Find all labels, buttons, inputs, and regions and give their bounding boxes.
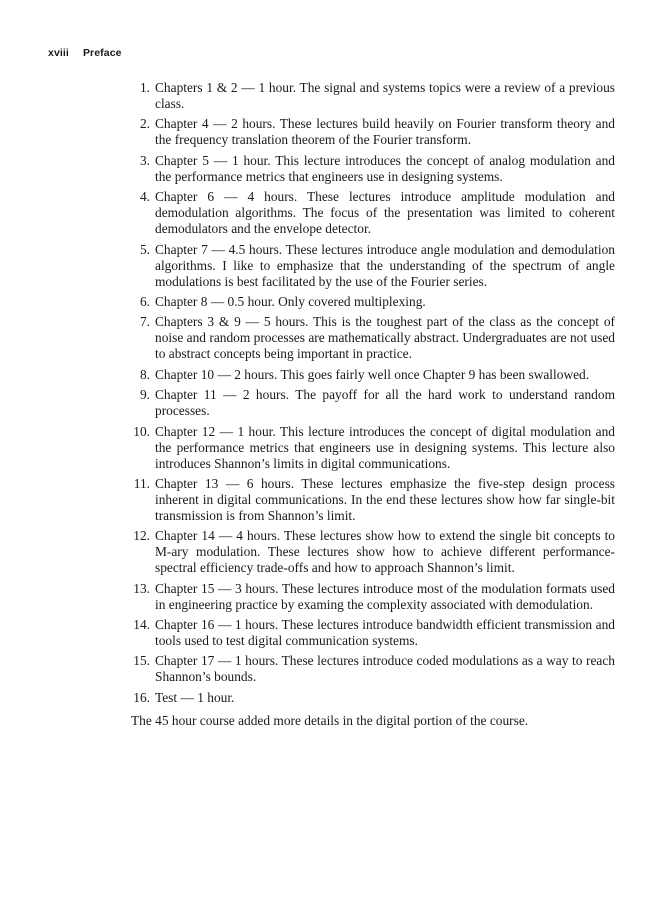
list-item: 4. Chapter 6 — 4 hours. These lectures introduce amplitude modulation and demodulation algorithms. The focus of the presentation was limited to coherent demodulators and the envelope detector. <box>139 189 615 237</box>
page-number: xviii <box>48 47 69 59</box>
list-item: 11. Chapter 13 — 6 hours. These lectures emphasize the five-step design process inherent in digital communications. In the end these lectures show how far single-bit transmission is from Shannon’s limit. <box>133 475 615 523</box>
list-item: 15. Chapter 17 — 1 hours. These lectures introduce coded modulations as a way to reach Shannon’s bounds. <box>133 653 615 685</box>
list-item-text: Chapter 5 — 1 hour. This lecture introduces the concept of analog modulation and the performance metrics that engineers use in designing systems. <box>155 152 615 184</box>
list-item-text: Chapter 7 — 4.5 hours. These lectures introduce angle modulation and demodulation algorithms. I like to emphasize that the understanding of the spectrum of angle modulations is best facilitated by the use of the Fourier series. <box>155 241 615 289</box>
list-item-text: Chapter 8 — 0.5 hour. Only covered multiplexing. <box>155 293 426 309</box>
list-item: 8. Chapter 10 — 2 hours. This goes fairly well once Chapter 9 has been swallowed. <box>139 366 590 382</box>
list-item: 10. Chapter 12 — 1 hour. This lecture introduces the concept of digital modulation and the performance metrics that engineers use in designing systems. This lecture also introduces Shannon’s limits in digital communications. <box>133 423 615 471</box>
course-schedule-list <box>131 80 615 706</box>
list-item: 7. Chapters 3 & 9 — 5 hours. This is the toughest part of the class as the concept of noise and random processes are mathematically abstract. Undergraduates are not used to abstract concepts being important in practice. <box>139 314 615 362</box>
list-item-text: Chapter 17 — 1 hours. These lectures introduce coded modulations as a way to reach Shannon’s bounds. <box>155 653 615 685</box>
list-item-text: Test — 1 hour. <box>155 689 235 705</box>
list-item: 6. Chapter 8 — 0.5 hour. Only covered multiplexing. <box>139 293 426 309</box>
list-item: 2. Chapter 4 — 2 hours. These lectures build heavily on Fourier transform theory and the frequency translation theorem of the Fourier transform. <box>139 116 615 148</box>
list-item-text: Chapter 4 — 2 hours. These lectures build heavily on Fourier transform theory and the frequency translation theorem of the Fourier transform. <box>155 116 615 148</box>
list-item-text: Chapter 11 — 2 hours. The payoff for all the hard work to understand random processes. <box>155 387 615 419</box>
list-item: 13. Chapter 15 — 3 hours. These lectures introduce most of the modulation formats used in engineering practice by examing the complexity associated with demodulation. <box>133 580 615 612</box>
list-item-text: Chapter 16 — 1 hours. These lectures introduce bandwidth efficient transmission and tools used to test digital communication systems. <box>155 617 615 649</box>
list-item: 9. Chapter 11 — 2 hours. The payoff for all the hard work to understand random processes. <box>139 387 615 419</box>
list-item-text: Chapter 6 — 4 hours. These lectures introduce amplitude modulation and demodulation algorithms. The focus of the presentation was limited to coherent demodulators and the envelope detector. <box>155 189 615 237</box>
list-item-text: Chapter 15 — 3 hours. These lectures introduce most of the modulation formats used in engineering practice by examing the complexity associated with demodulation. <box>155 580 615 612</box>
section-title: Preface <box>82 47 122 59</box>
list-item: 16. Test — 1 hour. <box>133 689 235 705</box>
list-item: 14. Chapter 16 — 1 hours. These lectures introduce bandwidth efficient transmission and tools used to test digital communication systems. <box>133 617 615 649</box>
closing-paragraph: The 45 hour course added more details in the digital portion of the course. <box>131 712 529 728</box>
list-item: 3. Chapter 5 — 1 hour. This lecture introduces the concept of analog modulation and the performance metrics that engineers use in designing systems. <box>139 152 615 184</box>
list-item: 5. Chapter 7 — 4.5 hours. These lectures introduce angle modulation and demodulation algorithms. I like to emphasize that the understanding of the spectrum of angle modulations is best facilitated by the use of the Fourier series. <box>139 241 615 289</box>
list-item-text: Chapter 14 — 4 hours. These lectures show how to extend the single bit concepts to M-ary modulation. These lectures show how to achieve different performance-spectral efficiency trade-offs and how to approach Shannon’s limit. <box>155 528 615 576</box>
list-item-text: Chapters 3 & 9 — 5 hours. This is the toughest part of the class as the concept of noise and random processes are mathematically abstract. Undergraduates are not used to abstract concepts being important in practice. <box>155 314 615 362</box>
list-item-text: Chapter 13 — 6 hours. These lectures emphasize the five-step design process inherent in digital communications. In the end these lectures show how far single-bit transmission is from Shannon’s limit. <box>155 475 615 523</box>
list-item-text: Chapter 12 — 1 hour. This lecture introduces the concept of digital modulation and the performance metrics that engineers use in designing systems. This lecture also introduces Shannon’s limits in digital communications. <box>155 423 615 471</box>
list-item-text: Chapters 1 & 2 — 1 hour. The signal and systems topics were a review of a previous class. <box>155 80 615 111</box>
list-item: 12. Chapter 14 — 4 hours. These lectures show how to extend the single bit concepts to M-ary modulation. These lectures show how to achieve different performance-spectral efficiency trade-offs and how to approach Shannon’s limit. <box>133 528 615 576</box>
running-head <box>48 47 122 59</box>
list-item: 1. Chapters 1 & 2 — 1 hour. The signal and systems topics were a review of a previous class. <box>139 80 615 111</box>
list-item-text: Chapter 10 — 2 hours. This goes fairly well once Chapter 9 has been swallowed. <box>155 366 590 382</box>
page-body <box>131 80 615 742</box>
